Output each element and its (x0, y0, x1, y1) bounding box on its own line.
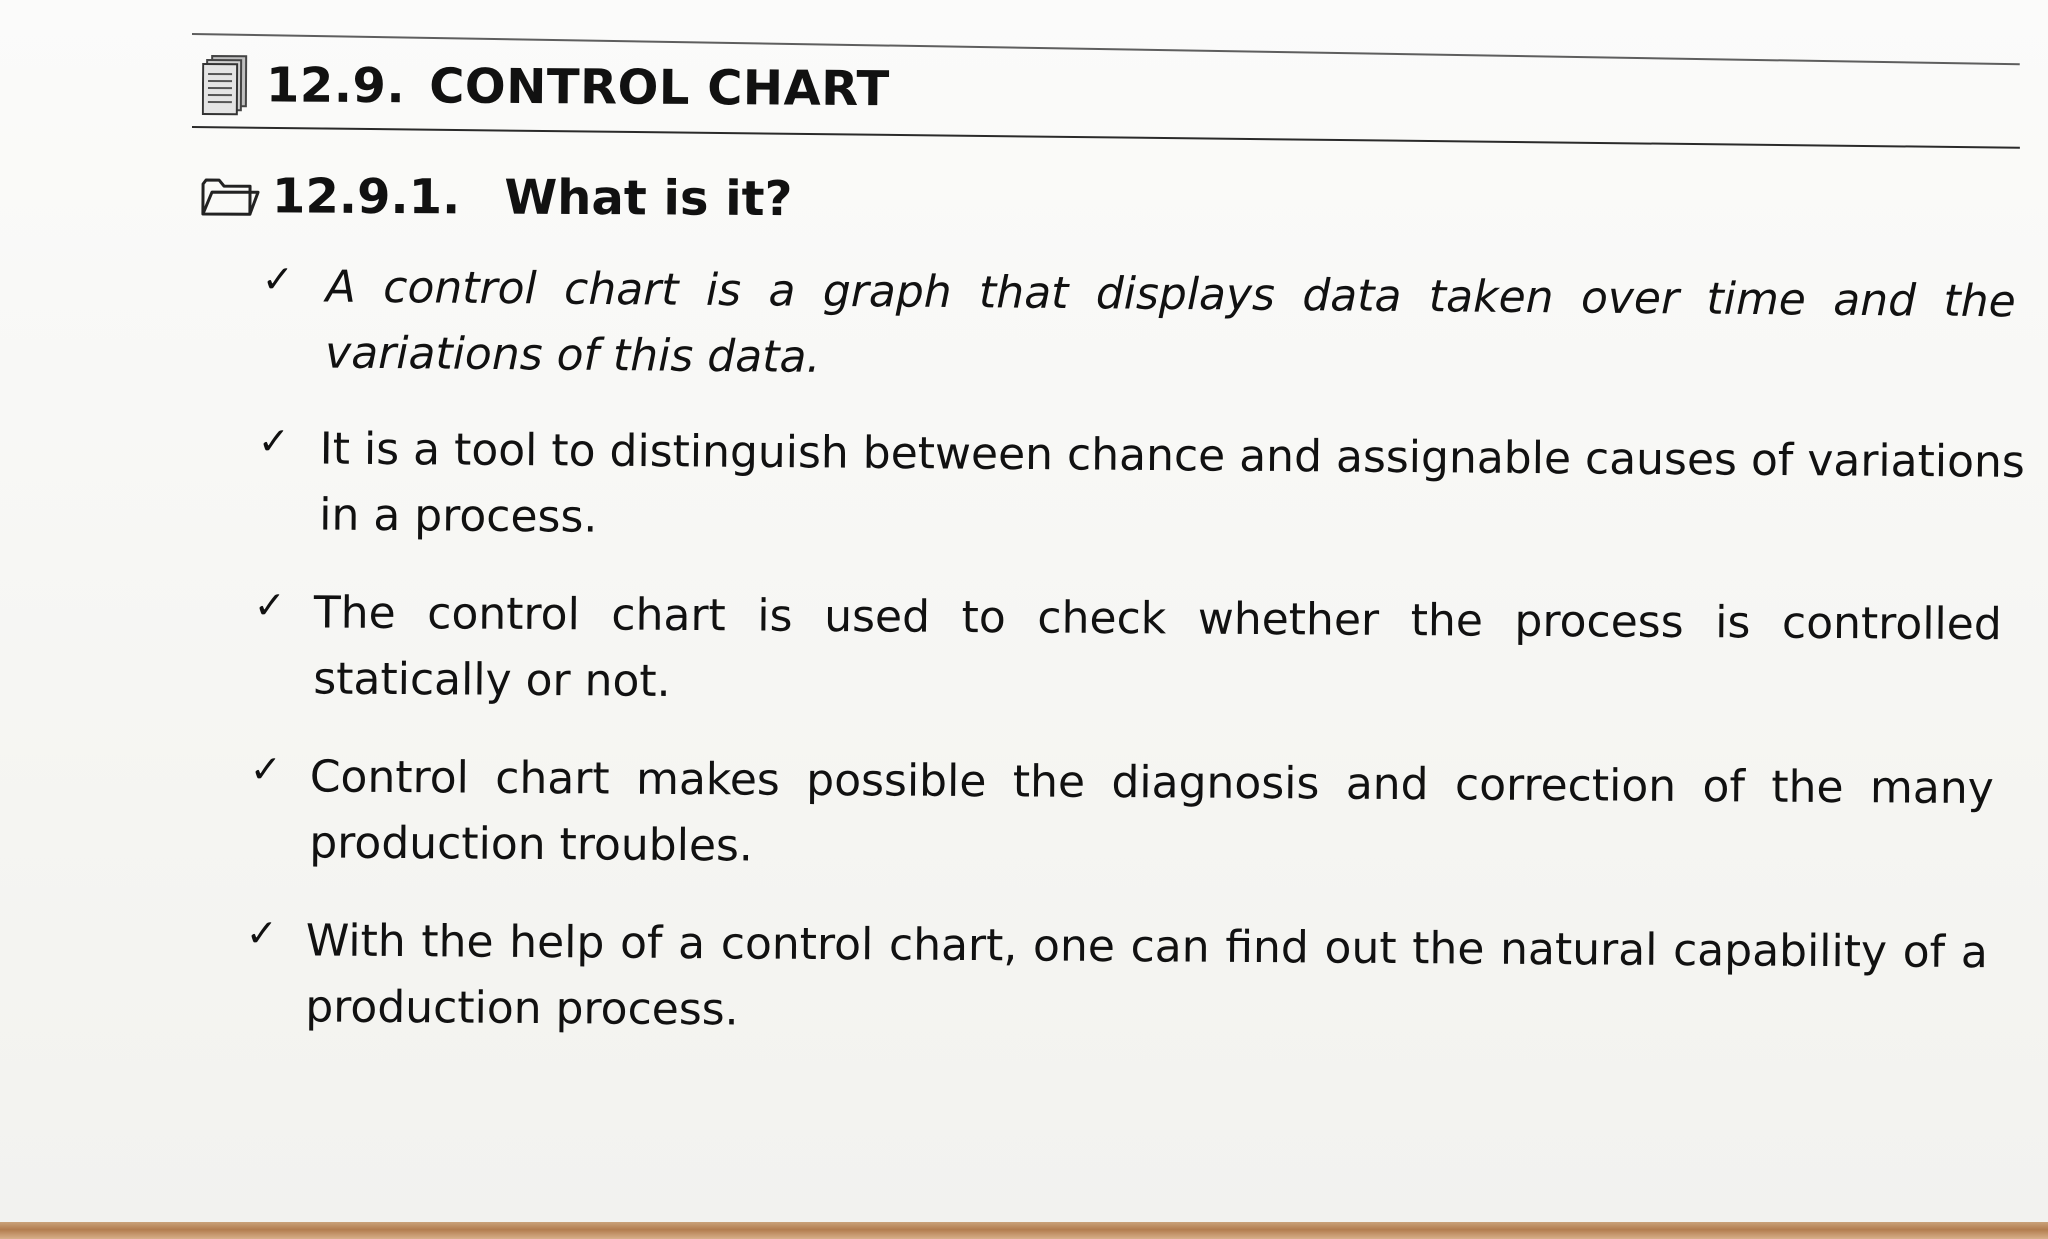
bullet-line: variations of this data. (324, 327, 821, 383)
check-icon: ✓ (261, 257, 294, 302)
bullet-line: The control chart is used to check whether the process is controlled (313, 587, 2002, 651)
bullet-line: production troubles. (309, 817, 754, 872)
check-icon: ✓ (253, 583, 286, 628)
subsection-title: What is it? (504, 169, 793, 228)
bullet-line: statically or not. (313, 653, 671, 707)
bullet-text (305, 908, 1988, 1052)
bullet-text (313, 580, 2002, 724)
section-number: 12.9. (265, 57, 406, 115)
document-stack-icon (202, 54, 250, 116)
check-icon: ✓ (249, 747, 282, 792)
check-icon: ✓ (245, 911, 278, 956)
bullet-line: With the help of a control chart, one can find out the natural capability of a (305, 915, 1988, 979)
section-heading (202, 54, 890, 120)
bullet-line: Control chart makes possible the diagnosis and correction of the many (309, 751, 1994, 815)
bullet-line: production process. (305, 981, 739, 1036)
heading-divider (192, 126, 2020, 149)
bullet-text (309, 744, 1994, 888)
bullet-line: A control chart is a graph that displays data taken over time and the (325, 261, 2016, 328)
folder-icon (200, 174, 260, 218)
bullet-line: It is a tool to distinguish between chance and assignable causes of variations (319, 423, 2026, 488)
bullet-line: in a process. (319, 489, 598, 543)
table-surface-edge (0, 1222, 2048, 1239)
bullet-text (319, 416, 2026, 561)
section-title: CONTROL CHART (428, 58, 890, 118)
bullet-text (325, 255, 2016, 402)
subsection-number: 12.9.1. (271, 168, 461, 226)
subsection-heading (200, 168, 793, 227)
check-icon: ✓ (257, 419, 290, 464)
